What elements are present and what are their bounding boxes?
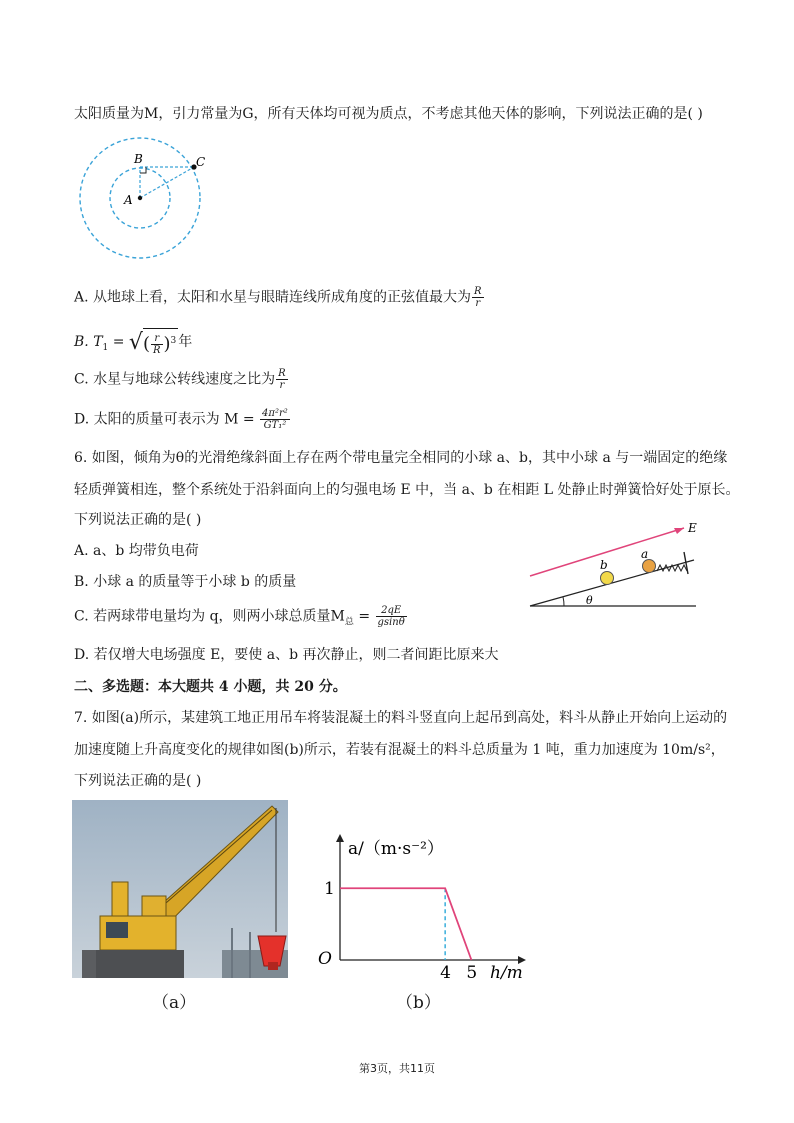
fraction: $\frac{r}{R}$ <box>152 333 161 357</box>
y-axis-label: a/（m·s⁻²） <box>348 839 444 859</box>
incline-label-e: E <box>688 521 697 535</box>
page-footer: 第3页，共11页 <box>359 1062 435 1075</box>
accel-height-chart <box>312 830 532 990</box>
q6-option-b: B. 小球 a 的质量等于小球 b 的质量 <box>74 574 297 590</box>
q5-option-a: A. 从地球上看，太阳和水星与眼睛连线所成角度的正弦值最大为 $\frac{R}{r}$ <box>74 286 482 309</box>
orbit-label-c: C <box>196 155 206 169</box>
series-line <box>340 888 471 960</box>
incline-label-a: a <box>641 547 649 561</box>
orbit-label-a: A <box>124 193 133 207</box>
figure-a-caption: （a） <box>152 993 197 1013</box>
x-axis-label: h/m <box>490 963 523 983</box>
q5-stem: 太阳质量为M，引力常量为G，所有天体均可视为质点，不考虑其他天体的影响，下列说法正确的是( ) <box>74 106 703 122</box>
orbit-label-b: B <box>134 152 143 166</box>
q6-option-c: C. 若两球带电量均为 q，则两小球总质量$M_总$ = $\frac{2qE}{gsin\theta}$ <box>74 605 405 628</box>
figure-b-caption: （b） <box>396 993 441 1013</box>
incline-diagram <box>524 518 704 614</box>
q6-line-3: 下列说法正确的是( ) <box>74 512 202 528</box>
q7-line-3: 下列说法正确的是( ) <box>74 773 202 789</box>
fraction: $\frac{R}{r}$ <box>278 368 286 391</box>
orbit-diagram <box>76 136 208 260</box>
x-tick-label: 4 <box>440 963 451 983</box>
q5-option-c: C. 水星与地球公转线速度之比为 $\frac{R}{r}$ <box>74 368 286 391</box>
fraction: $\frac{R}{r}$ <box>474 286 482 309</box>
fraction: $\frac{\text{4π²r²}}{\text{GT₁²}}$ <box>262 408 288 431</box>
q6-option-d: D. 若仅增大电场强度 E，要使 a、b 再次静止，则二者间距比原来大 <box>74 647 499 663</box>
sqrt-body: ( $\frac{r}{R}$ )$^3$ <box>143 328 178 356</box>
q6-line-1: 6. 如图，倾角为θ的光滑绝缘斜面上存在两个带电量完全相同的小球 a、b，其中小球 a 与一端固定的绝缘 <box>74 450 728 466</box>
incline-label-theta: θ <box>586 594 593 607</box>
q5-option-b: B. $T_1$ = √( $\frac{r}{R}$ )$^3$ 年 <box>74 328 192 358</box>
incline-label-b: b <box>600 558 608 572</box>
q7-line-2: 加速度随上升高度变化的规律如图(b)所示，若装有混凝土的料斗总质量为 1 吨，重力加速度为 10m/s²， <box>74 742 725 758</box>
q6-line-2: 轻质弹簧相连，整个系统处于沿斜面向上的匀强电场 E 中，当 a、b 在相距 L 处静止时弹簧恰好处于原长。 <box>74 482 740 498</box>
sqrt-sign: √ <box>128 330 143 356</box>
q6-option-a: A. a、b 均带负电荷 <box>74 543 199 559</box>
fraction: $\frac{2qE}{gsin\theta}$ <box>377 605 405 628</box>
section-title: 二、多选题：本大题共 4 小题，共 20 分。 <box>74 679 347 695</box>
q7-line-1: 7. 如图(a)所示，某建筑工地正用吊车将装混凝土的料斗竖直向上起吊到高处，料斗从静止开始向上运动的 <box>74 710 728 726</box>
y-tick-label: 1 <box>324 879 335 900</box>
x-tick-label: 5 <box>466 963 478 983</box>
q5-option-d: D. 太阳的质量可表示为 M = $\frac{\text{4π²r²}}{\text{GT₁²}}$ <box>74 408 288 431</box>
origin-label: O <box>318 949 332 969</box>
crane-photo <box>72 800 288 978</box>
